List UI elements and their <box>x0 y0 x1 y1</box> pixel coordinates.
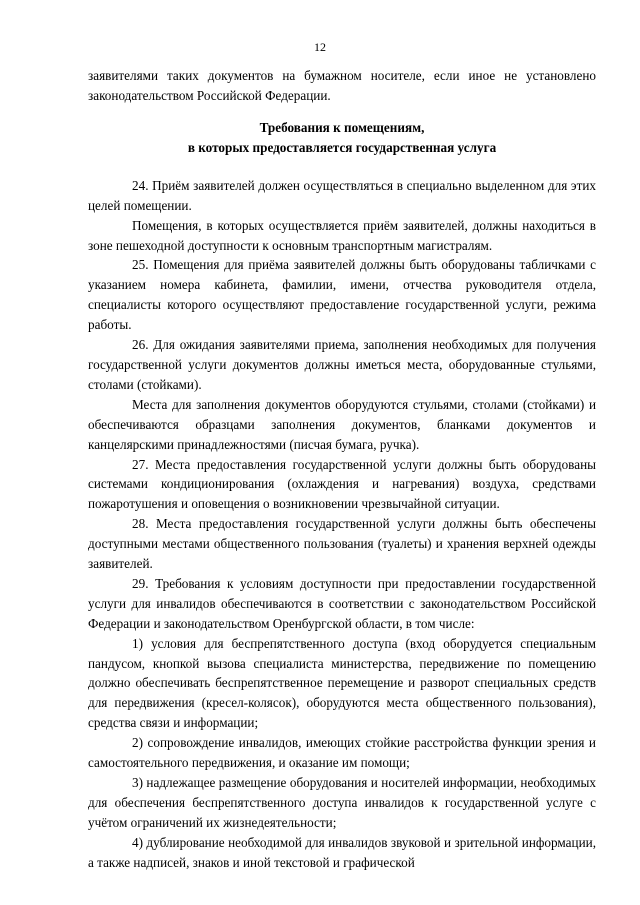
paragraph-26-cont: Места для заполнения документов оборудуются стульями, столами (стойками) и обеспечиваются образцами заполнения документов, бланками документов и канцелярскими принадлежностями (писчая бумага, ручка). <box>88 396 596 452</box>
page-number: 12 <box>314 40 326 54</box>
paragraph-25: 25. Помещения для приёма заявителей должны быть оборудованы табличками с указанием номера кабинета, фамилии, имени, отчества руководителя отдела, специалисты которого осуществляют предоставление государственной услуги, режима работы. <box>88 257 596 333</box>
list-item-3: 3) надлежащее размещение оборудования и носителей информации, необходимых для обеспечения беспрепятственного доступа инвалидов к государственной услуге с учётом ограничений их жизнедеятельности; <box>88 775 596 830</box>
section-heading <box>88 118 596 158</box>
section-heading-line-2: в которых предоставляется государственная услуга <box>187 139 497 155</box>
intro-paragraph: заявителями таких документов на бумажном носителе, если иное не установлено законодательством Российской Федерации. <box>88 68 596 103</box>
paragraph-27: 27. Места предоставления государственной услуги должны быть оборудованы системами кондиционирования (охлаждения и нагревания) воздуха, средствами пожаротушения и оповещения о возникновении чрезвычайной ситуации. <box>88 456 596 512</box>
paragraph-28: 28. Места предоставления государственной услуги должны быть обеспечены доступными местами общественного пользования (туалеты) и хранения верхней одежды заявителей. <box>88 516 596 572</box>
paragraph-29: 29. Требования к условиям доступности при предоставлении государственной услуги для инвалидов обеспечиваются в соответствии с законодательством Российской Федерации и законодательством Оренбургской области, в том числе: <box>88 575 596 631</box>
paragraph-24: 24. Приём заявителей должен осуществляться в специально выделенном для этих целей помещении. <box>88 177 596 213</box>
list-item-4: 4) дублирование необходимой для инвалидов звуковой и зрительной информации, а также надписей, знаков и иной текстовой и графической <box>88 834 596 870</box>
paragraph-24-cont: Помещения, в которых осуществляется приём заявителей, должны находиться в зоне пешеходной доступности к основным транспортным магистралям. <box>88 217 596 253</box>
paragraph-26: 26. Для ожидания заявителями приема, заполнения необходимых для получения государственной услуги документов должны иметься места, оборудованные стульями, столами (стойками). <box>88 337 596 392</box>
section-heading-line-1: Требования к помещениям, <box>259 119 425 135</box>
list-item-1: 1) условия для беспрепятственного доступа (вход оборудуется специальным пандусом, кнопкой вызова специалиста министерства, передвижение по помещению должно обеспечивать беспрепятственное перемещение и разворот специальных средств для передвижения (кресел-колясок), оборудуются места общественного пользования), средства связи и информации; <box>88 635 596 731</box>
list-item-2: 2) сопровождение инвалидов, имеющих стойкие расстройства функции зрения и самостоятельного передвижения, и оказание им помощи; <box>88 735 596 771</box>
document-body <box>88 66 596 873</box>
